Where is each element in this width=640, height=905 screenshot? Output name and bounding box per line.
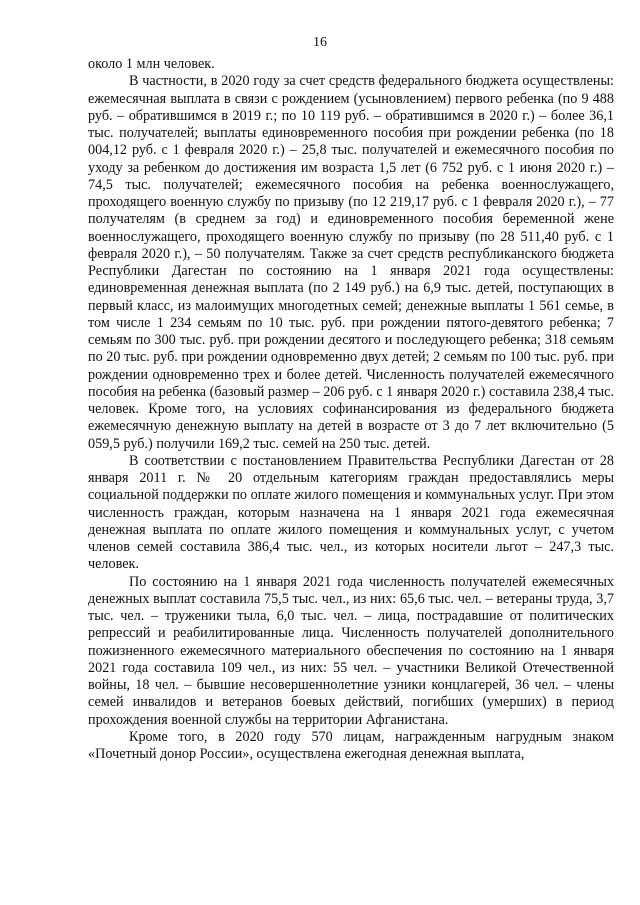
body-text: [88, 56, 614, 763]
paragraph-donor-payments: Кроме того, в 2020 году 570 лицам, награжденным нагрудным знаком «Почетный донор России», осуществлена ежегодная денежная выплата,: [88, 728, 614, 762]
paragraph-continuation: около 1 млн человек.: [88, 56, 215, 72]
page-number: 16: [313, 35, 327, 50]
paragraph-monthly-payments: По состоянию на 1 января 2021 года численность получателей ежемесячных денежных выплат составила 75,5 тыс. чел., из них: 65,6 тыс. чел. – ветераны труда, 3,7 тыс. чел. – труженики тыла, 6,0 тыс. чел. – лица, пострадавшие от политических репрессий и реабилитированные лица. Численность получателей дополнительного пожизненного ежемесячного материального обеспечения по состоянию на 1 января 2021 года составила 109 чел., из них: 55 чел. – участники Великой Отечественной войны, 18 чел. – бывшие несовершеннолетние узники концлагерей, 36 чел. – члены семей инвалидов и ветеранов боевых действий, погибших (умерших) в период прохождения военной службы на территории Афганистана.: [88, 573, 614, 728]
paragraph-federal-payments: В частности, в 2020 году за счет средств федерального бюджета осуществлены: ежемесячная выплата в связи с рождением (усыновлением) первого ребенка (по 9 488 руб. – обратившимся в 2019 г.; по 10 119 руб. – обратившимся в 2020 г.) – более 36,1 тыс. получателей; выплаты единовременного пособия при рождении ребенка (по 18 004,12 руб. с 1 февраля 2020 г.) – 25,8 тыс. получателей и ежемесячного пособия по уходу за ребенком до достижения им возраста 1,5 лет (6 752 руб. с 1 июня 2020 г.) – 74,5 тыс. получателей; ежемесячного пособия на ребенка военнослужащего, проходящего военную службу по призыву (по 12 219,17 руб. с 1 февраля 2020 г.), – 77 получателям (в среднем за год) и единовременного пособия беременной жене военнослужащего, проходящего военную службу по призыву (по 28 511,40 руб. с 1 февраля 2020 г.), – 50 получателям. Также за счет средств республиканского бюджета Республики Дагестан по состоянию на 1 января 2021 года осуществлены: единовременная денежная выплата (по 2 149 руб.) на 6,9 тыс. детей, поступающих в первый класс, из малоимущих многодетных семей; денежные выплаты 1 561 семье, в том числе 1 234 семьям по 10 тыс. руб. при рождении пятого-девятого ребенка; 7 семьям по 300 тыс. руб. при рождении десятого и последующего ребенка; 318 семьям по 20 тыс. руб. при рождении одновременно двух детей; 2 семьям по 100 тыс. руб. при рождении одновременно трех и более детей. Численность получателей ежемесячного пособия на ребенка (базовый размер – 206 руб. с 1 января 2020 г.) составила 238,4 тыс. человек. Кроме того, на условиях софинансирования из федерального бюджета ежемесячную денежную выплату на детей в возрасте от 3 до 7 лет включительно (5 059,5 руб.) получили 169,2 тыс. семей на 250 тыс. детей.: [88, 73, 614, 452]
paragraph-housing-support: В соответствии с постановлением Правительства Республики Дагестан от 28 января 2011 г. № 20 отдельным категориям граждан предоставлялись меры социальной поддержки по оплате жилого помещения и коммунальных услуг. При этом численность граждан, которым назначена на 1 января 2021 года ежемесячная денежная выплата по оплате жилого помещения и коммунальных услуг, с учетом членов семей составила 386,4 тыс. чел., из которых носители льгот – 247,3 тыс. человек.: [88, 452, 614, 573]
